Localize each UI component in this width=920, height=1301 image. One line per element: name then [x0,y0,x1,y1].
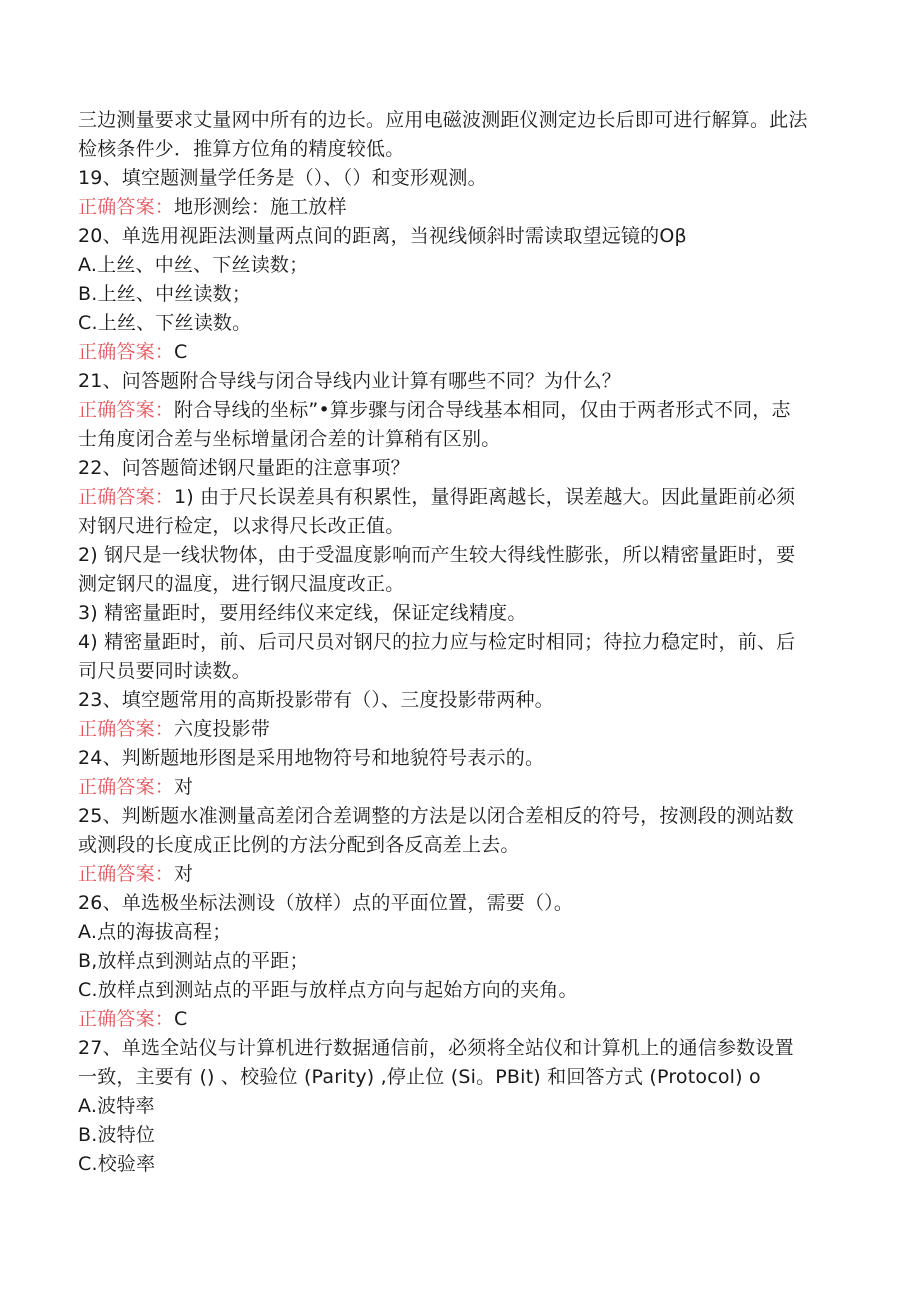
line-text: 三边测量要求丈量网中所有的边长。应用电磁波测距仪测定边长后即可进行解算。此法 [78,109,808,131]
answer-line [78,193,838,222]
question-line [78,889,838,918]
line-text: C.上丝、下丝读数。 [78,312,252,334]
answer-label: 正确答案： [78,1008,175,1030]
text-line [78,657,838,686]
option-line [78,976,838,1005]
text-line [78,425,838,454]
answer-line [78,338,838,367]
answer-text: 1) 由于尺长误差具有积累性，量得距离越长，误差越大。因此量距前必须 [174,486,796,508]
answer-text: 地形测绘：施工放样 [174,196,347,218]
line-text: C.放样点到测站点的平距与放样点方向与起始方向的夹角。 [78,979,578,1001]
option-line [78,280,838,309]
question-line [78,802,838,831]
option-line [78,1121,838,1150]
line-text: 22、问答题简述钢尺量距的注意事项？ [78,457,410,479]
answer-label: 正确答案： [78,486,175,508]
line-text: B,放样点到测站点的平距； [78,950,309,972]
line-text: 3) 精密量距时，要用经纬仪来定线，保证定线精度。 [78,602,527,624]
answer-line [78,860,838,889]
option-line [78,918,838,947]
line-text: 2) 钢尺是一线状物体，由于受温度影响而产生较大得线性膨张，所以精密量距时，要 [78,544,796,566]
line-text: 24、判断题地形图是采用地物符号和地貌符号表示的。 [78,747,545,769]
answer-label: 正确答案： [78,863,175,885]
line-text: 19、填空题测量学任务是（）、（）和变形观测。 [78,167,487,189]
answer-text: C [174,1008,188,1030]
line-text: 21、问答题附合导线与闭合导线内业计算有哪些不同？为什么？ [78,370,621,392]
option-line [78,1150,838,1179]
text-line [78,541,838,570]
answer-text: 对 [174,776,194,798]
line-text: 司尺员要同时读数。 [78,660,251,682]
answer-label: 正确答案： [78,776,175,798]
answer-line [78,396,838,425]
question-line [78,222,838,251]
line-text: 25、判断题水准测量高差闭合差调整的方法是以闭合差相反的符号，按测段的测站数 [78,805,794,827]
option-line [78,947,838,976]
line-text: 检核条件少．推算方位角的精度较低。 [78,138,405,160]
question-line [78,1034,838,1063]
line-text: 27、单选全站仪与计算机进行数据通信前，必须将全站仪和计算机上的通信参数设置 [78,1037,794,1059]
answer-line [78,483,838,512]
line-text: 对钢尺进行检定，以求得尺长改正值。 [78,515,405,537]
line-text: 或测段的长度成正比例的方法分配到各反高差上去。 [78,834,520,856]
text-line [78,570,838,599]
question-line [78,686,838,715]
answer-text: C [174,341,188,363]
text-line [78,512,838,541]
answer-label: 正确答案： [78,196,175,218]
line-text: 4) 精密量距时，前、后司尺员对钢尺的拉力应与检定时相同；待拉力稳定时，前、后 [78,631,796,653]
line-text: 一致，主要有 () 、校验位 (Parity) ,停止位 (Si。PBit) 和回答方式 (Protocol) o [78,1066,761,1088]
option-line [78,309,838,338]
line-text: C.校验率 [78,1153,156,1175]
answer-text: 附合导线的坐标”•算步骤与闭合导线基本相同，仅由于两者形式不同，志 [174,399,791,421]
answer-line [78,773,838,802]
question-line [78,454,838,483]
text-line [78,1063,838,1092]
option-line [78,251,838,280]
question-line [78,744,838,773]
text-line [78,628,838,657]
answer-text: 六度投影带 [174,718,271,740]
line-text: 23、填空题常用的高斯投影带有（）、三度投影带两种。 [78,689,554,711]
answer-label: 正确答案： [78,341,175,363]
answer-line [78,1005,838,1034]
text-line [78,599,838,628]
line-text: 测定钢尺的温度，进行钢尺温度改正。 [78,573,405,595]
line-text: 士角度闭合差与坐标增量闭合差的计算稍有区别。 [78,428,501,450]
text-line [78,135,838,164]
text-line [78,106,838,135]
answer-line [78,715,838,744]
question-line [78,164,838,193]
line-text: A.点的海拔高程； [78,921,232,943]
line-text: A.上丝、中丝、下丝读数； [78,254,309,276]
answer-label: 正确答案： [78,718,175,740]
question-line [78,367,838,396]
option-line [78,1092,838,1121]
line-text: B.上丝、中丝读数； [78,283,252,305]
text-line [78,831,838,860]
line-text: A.波特率 [78,1095,155,1117]
line-text: 26、单选极坐标法测设（放样）点的平面位置，需要（）。 [78,892,574,914]
document-page [78,106,838,1179]
answer-text: 对 [174,863,194,885]
answer-label: 正确答案： [78,399,175,421]
line-text: 20、单选用视距法测量两点间的距离，当视线倾斜时需读取望远镜的Oβ [78,225,687,247]
line-text: B.波特位 [78,1124,156,1146]
